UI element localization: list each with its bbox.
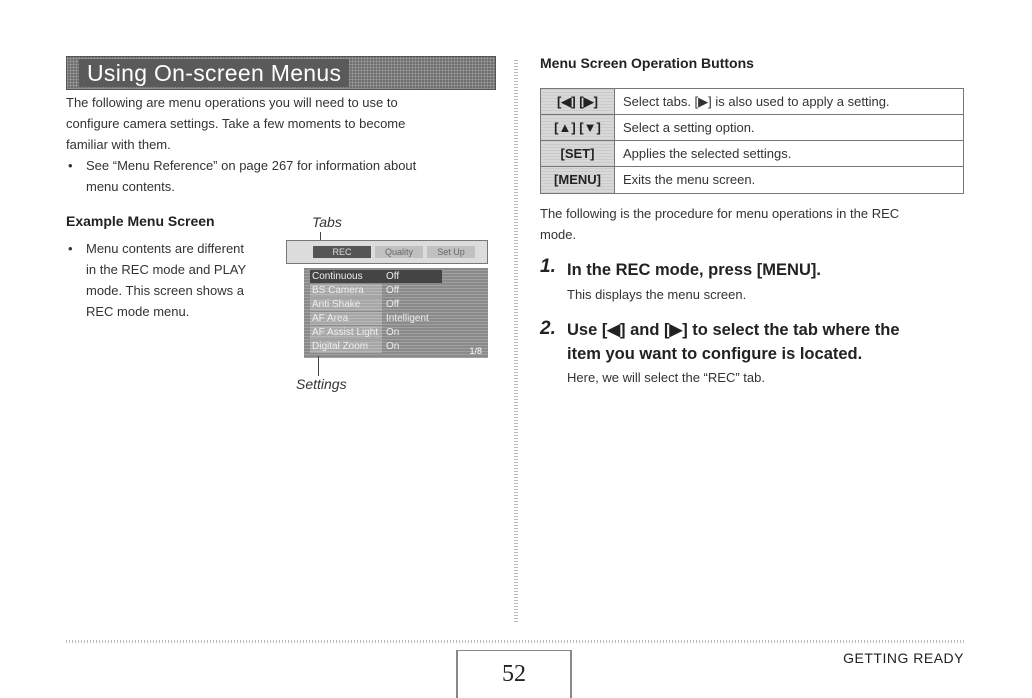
menu-row (310, 312, 442, 325)
table-row (541, 141, 963, 167)
intro-paragraph (66, 92, 506, 155)
menu-row-key: Digital Zoom (310, 340, 382, 353)
menu-row-value: On (386, 327, 400, 338)
menu-tab-rec: REC (313, 246, 371, 258)
intro-bullet (68, 155, 508, 197)
menu-row (310, 298, 442, 311)
step-2-number: 2. (540, 318, 556, 339)
intro-line: configure camera settings. Take a few moments to become (66, 116, 406, 131)
menu-tab-quality: Quality (375, 246, 423, 258)
example-bullet-line: in the REC mode and PLAY (86, 262, 247, 277)
chapter-label: GETTING READY (843, 650, 964, 666)
step-title-line: In the REC mode, press [MENU]. (567, 261, 821, 279)
menu-tab-bar (286, 240, 488, 264)
procedure-line: mode. (540, 227, 577, 242)
menu-row-value: Off (382, 270, 442, 283)
section-banner (66, 56, 496, 90)
section-title: Using On-screen Menus (79, 59, 349, 87)
menu-row-key: Continuous (310, 270, 382, 283)
example-menu-screen (286, 240, 488, 372)
menu-row-key: Anti Shake (310, 298, 382, 311)
button-description: Select tabs. [▶] is also used to apply a setting. (623, 94, 890, 109)
footer-rule (66, 640, 966, 643)
menu-row-value: Intelligent (386, 313, 429, 324)
step-1-title (567, 258, 821, 282)
menu-row-value: Off (386, 285, 400, 296)
page-number: 52 (502, 661, 526, 687)
example-bullet-line: Menu contents are different (86, 241, 245, 256)
menu-row-key: BS Camera (310, 284, 382, 297)
example-bullet-line: mode. This screen shows a (86, 283, 244, 298)
tabs-label: Tabs (312, 214, 342, 230)
button-key-menu: [MENU] (541, 167, 615, 193)
button-description: Select a setting option. (623, 120, 755, 135)
intro-bullet-line: menu contents. (86, 179, 175, 194)
example-bullet-line: REC mode menu. (86, 304, 190, 319)
procedure-text (540, 203, 970, 245)
menu-settings-list (304, 268, 488, 358)
example-heading: Example Menu Screen (66, 213, 215, 229)
buttons-heading: Menu Screen Operation Buttons (540, 55, 754, 71)
column-divider (514, 58, 518, 622)
intro-bullet-line: See “Menu Reference” on page 267 for information about (86, 158, 417, 173)
table-row (541, 89, 963, 115)
intro-line: The following are menu operations you will need to use to (66, 95, 398, 110)
button-key-up-down: [▲] [▼] (541, 115, 615, 140)
step-1-description: This displays the menu screen. (567, 287, 747, 302)
button-description: Exits the menu screen. (623, 172, 756, 187)
table-row (541, 115, 963, 141)
menu-row-key: AF Area (310, 312, 382, 325)
step-1-number: 1. (540, 256, 556, 277)
settings-pointer (318, 356, 319, 376)
menu-row (310, 270, 442, 283)
button-key-left-right: [◀] [▶] (541, 89, 615, 114)
bullet-dot: • (68, 241, 73, 256)
bullet-dot: • (68, 158, 73, 173)
step-title-line: Use [◀] and [▶] to select the tab where the (567, 321, 900, 339)
step-2-title (567, 318, 967, 366)
settings-label: Settings (296, 376, 347, 392)
page-number-box (456, 650, 572, 698)
menu-tab-setup: Set Up (427, 246, 475, 258)
menu-row (310, 284, 442, 297)
menu-row-value: Off (386, 299, 400, 310)
menu-row-value: On (386, 341, 400, 352)
buttons-table (540, 88, 964, 194)
intro-line: familiar with them. (66, 137, 171, 152)
table-row (541, 167, 963, 193)
menu-row-key: AF Assist Light (310, 326, 382, 339)
menu-row (310, 326, 442, 339)
button-description: Applies the selected settings. (623, 146, 792, 161)
button-key-set: [SET] (541, 141, 615, 166)
procedure-line: The following is the procedure for menu operations in the REC (540, 206, 900, 221)
example-bullet (68, 238, 288, 322)
step-2-description: Here, we will select the “REC” tab. (567, 370, 765, 385)
step-title-line: item you want to configure is located. (567, 345, 863, 363)
menu-row (310, 340, 442, 353)
menu-page-indicator: 1/8 (469, 346, 482, 356)
